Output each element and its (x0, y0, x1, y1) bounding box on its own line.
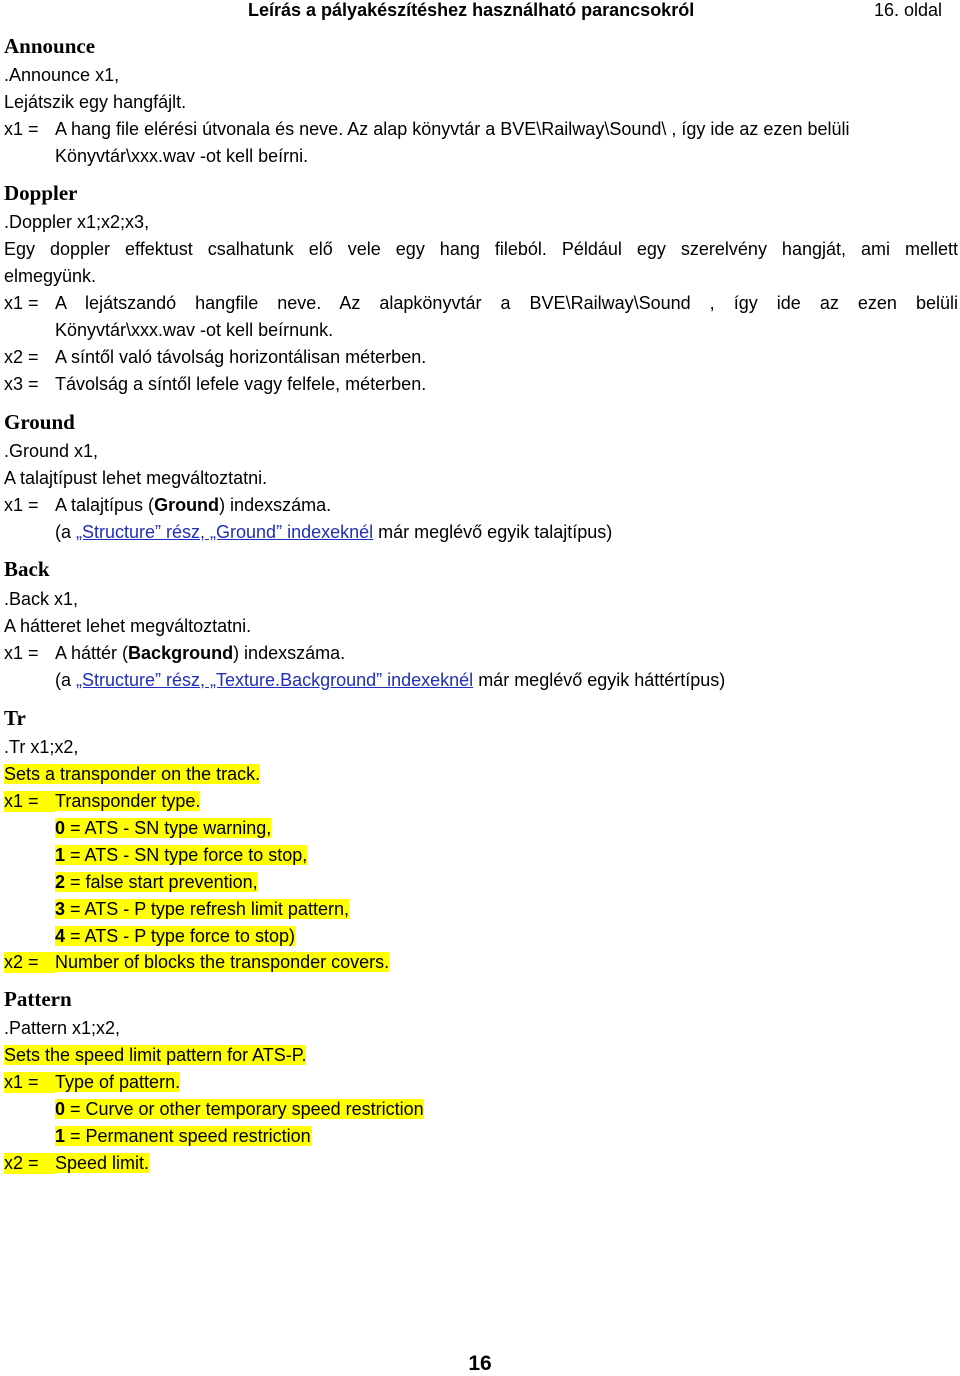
header-page: 16. oldal (874, 0, 943, 20)
pattern-x2-label: x2 = (4, 1153, 55, 1174)
tr-option-text: = ATS - SN type force to stop, (65, 845, 308, 865)
tr-x1-label: x1 = (4, 791, 55, 812)
back-note-open: (a (55, 670, 77, 690)
ground-x1-pre: A talajtípus ( (55, 495, 155, 515)
pattern-option-num: 0 (55, 1099, 66, 1119)
heading-back: Back (4, 557, 50, 581)
ground-x1-label: x1 = (4, 495, 39, 515)
tr-desc (4, 764, 260, 785)
back-x1-text (55, 643, 345, 664)
back-x1-post: ) indexszáma. (233, 643, 346, 663)
pattern-x2-text: Speed limit. (55, 1153, 150, 1173)
announce-x1-line1: A hang file elérési útvonala és neve. Az alap könyvtár a BVE\Railway\Sound\ , így ide az ezen belüli (55, 119, 850, 139)
back-syntax: .Back x1, (4, 589, 79, 609)
pattern-option-text: = Curve or other temporary speed restriction (65, 1099, 424, 1119)
doppler-x2-text: A síntől való távolság horizontálisan méterben. (55, 347, 427, 367)
heading-tr: Tr (4, 706, 26, 730)
heading-ground: Ground (4, 410, 75, 434)
doppler-x3-text: Távolság a síntől lefele vagy felfele, méterben. (55, 374, 427, 394)
tr-option-num: 1 (55, 845, 66, 865)
pattern-x1-text: Type of pattern. (55, 1072, 181, 1092)
tr-option (55, 845, 307, 866)
back-x1-label: x1 = (4, 643, 39, 663)
heading-doppler: Doppler (4, 181, 78, 205)
tr-option-num: 3 (55, 899, 66, 919)
pattern-x1 (4, 1072, 180, 1093)
tr-option-text: = ATS - SN type warning, (65, 818, 272, 838)
tr-option-num: 0 (55, 818, 66, 838)
tr-option-text: = false start prevention, (65, 872, 258, 892)
heading-pattern: Pattern (4, 987, 72, 1011)
ground-note (55, 522, 612, 543)
tr-option (55, 872, 258, 893)
back-desc: A hátteret lehet megváltoztatni. (4, 616, 252, 636)
tr-x2-text: Number of blocks the transponder covers. (55, 952, 390, 972)
tr-option-num: 2 (55, 872, 66, 892)
pattern-option-num: 1 (55, 1126, 66, 1146)
ground-x1-post: ) indexszáma. (219, 495, 332, 515)
tr-x2 (4, 952, 389, 973)
doppler-desc-line2: elmegyünk. (4, 266, 97, 286)
back-note-link[interactable]: „Structure” rész, „Texture.Background” indexeknél (76, 670, 474, 690)
ground-note-open: (a (55, 522, 77, 542)
announce-x1-label: x1 = (4, 119, 39, 139)
doppler-x1-label: x1 = (4, 293, 39, 313)
page-number: 16 (468, 1352, 492, 1375)
ground-x1-text (55, 495, 331, 516)
tr-option (55, 818, 271, 839)
pattern-desc-text: Sets the speed limit pattern for ATS-P. (4, 1045, 307, 1065)
pattern-syntax: .Pattern x1;x2, (4, 1018, 121, 1038)
tr-x1 (4, 791, 200, 812)
doppler-x1-line2: Könyvtár\xxx.wav -ot kell beírnunk. (55, 320, 334, 340)
ground-note-link[interactable]: „Structure” rész, „Ground” indexeknél (76, 522, 374, 542)
tr-option-text: = ATS - P type refresh limit pattern, (65, 899, 349, 919)
announce-x1-line2: Könyvtár\xxx.wav -ot kell beírni. (55, 146, 309, 166)
tr-x1-text: Transponder type. (55, 791, 201, 811)
ground-note-rest: már meglévő egyik talajtípus) (373, 522, 613, 542)
doppler-desc-line1: Egy doppler effektust csalhatunk elő vele egy hang fileból. Például egy szerelvény hangját, ami mellett (4, 239, 958, 259)
doppler-x1-line1: A lejátszandó hangfile neve. Az alapkönyvtár a BVE\Railway\Sound , így ide az ezen belüli (55, 293, 958, 313)
tr-x2-label: x2 = (4, 952, 55, 973)
header-title: Leírás a pályakészítéshez használható parancsokról (248, 0, 695, 20)
announce-syntax: .Announce x1, (4, 65, 120, 85)
back-x1-bold: Background (128, 643, 234, 663)
tr-syntax: .Tr x1;x2, (4, 737, 79, 757)
doppler-x2-label: x2 = (4, 347, 39, 367)
heading-announce: Announce (4, 34, 96, 58)
pattern-desc (4, 1045, 306, 1066)
ground-x1-bold: Ground (154, 495, 220, 515)
back-note (55, 670, 725, 691)
ground-desc: A talajtípust lehet megváltoztatni. (4, 468, 268, 488)
back-x1-pre: A háttér ( (55, 643, 129, 663)
tr-option-text: = ATS - P type force to stop) (65, 926, 295, 946)
pattern-option (55, 1126, 311, 1147)
tr-option (55, 926, 295, 947)
back-note-rest: már meglévő egyik háttértípus) (473, 670, 726, 690)
ground-syntax: .Ground x1, (4, 441, 99, 461)
pattern-option (55, 1099, 424, 1120)
announce-desc: Lejátszik egy hangfájlt. (4, 92, 187, 112)
pattern-x1-label: x1 = (4, 1072, 55, 1093)
doppler-syntax: .Doppler x1;x2;x3, (4, 212, 150, 232)
doppler-x3-label: x3 = (4, 374, 39, 394)
tr-option-num: 4 (55, 926, 66, 946)
pattern-x2 (4, 1153, 149, 1174)
tr-option (55, 899, 349, 920)
pattern-option-text: = Permanent speed restriction (65, 1126, 311, 1146)
tr-desc-text: Sets a transponder on the track. (4, 764, 261, 784)
